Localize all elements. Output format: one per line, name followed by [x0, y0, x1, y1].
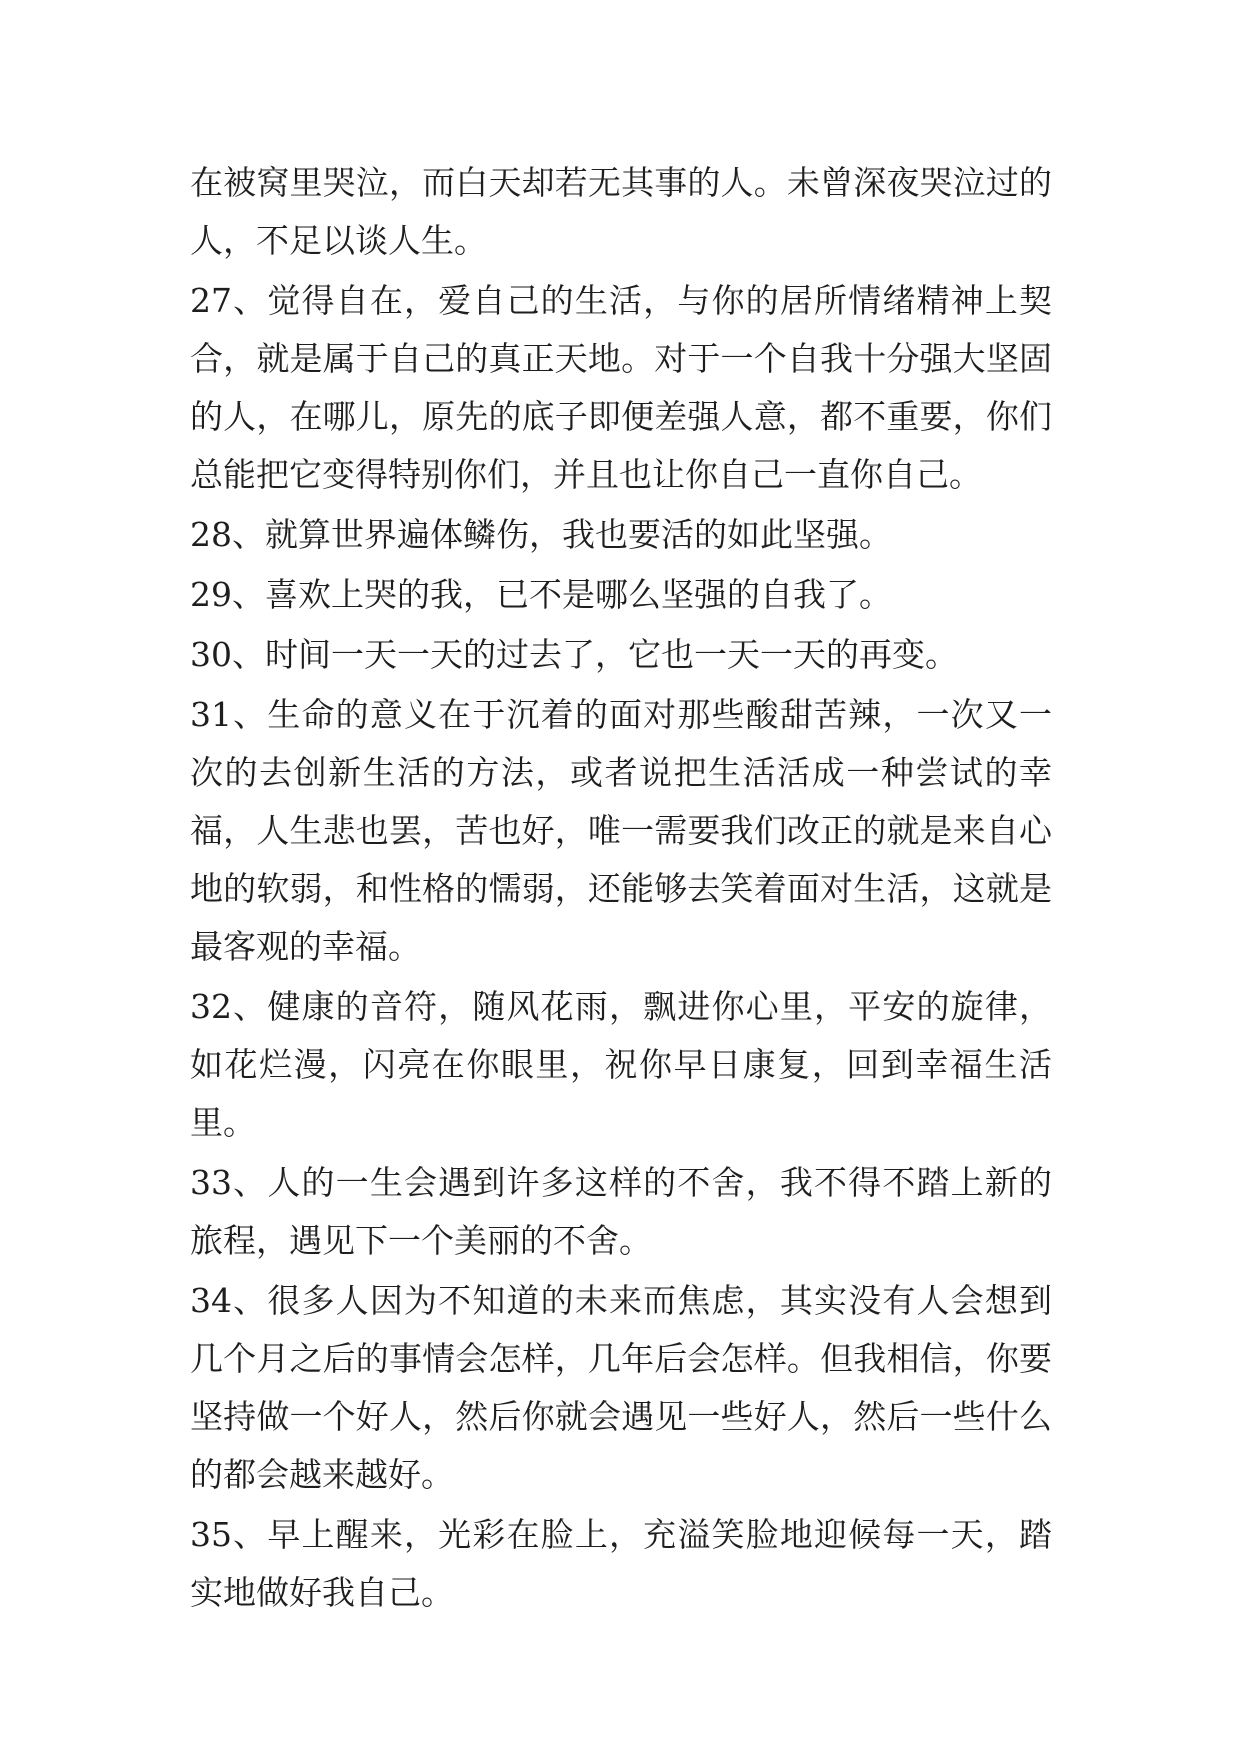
- quote-paragraph-28: 28、就算世界遍体鳞伤，我也要活的如此坚强。: [190, 515, 892, 554]
- quote-paragraph-26-continuation: 在被窝里哭泣，而白天却若无其事的人。未曾深夜哭泣过的人，不足以谈人生。: [190, 163, 1052, 260]
- quote-paragraph-34: 34、很多人因为不知道的未来而焦虑，其实没有人会想到几个月之后的事情会怎样，几年后会怎样。但我相信，你要坚持做一个好人，然后你就会遇见一些好人，然后一些什么的都会越来越好。: [190, 1281, 1052, 1494]
- quotes-text-block: [190, 154, 1052, 1624]
- quote-paragraph-33: 33、人的一生会遇到许多这样的不舍，我不得不踏上新的旅程，遇见下一个美丽的不舍。: [190, 1163, 1052, 1260]
- quote-paragraph-35: 35、早上醒来，光彩在脸上，充溢笑脸地迎候每一天，踏实地做好我自己。: [190, 1515, 1052, 1612]
- quote-paragraph-29: 29、喜欢上哭的我，已不是哪么坚强的自我了。: [190, 575, 892, 614]
- quote-paragraph-31: 31、生命的意义在于沉着的面对那些酸甜苦辣，一次又一次的去创新生活的方法，或者说把生活活成一种尝试的幸福，人生悲也罢，苦也好，唯一需要我们改正的就是来自心地的软弱，和性格的懦弱，还能够去笑着面对生活，这就是最客观的幸福。: [190, 695, 1052, 966]
- quote-paragraph-27: 27、觉得自在，爱自己的生活，与你的居所情绪精神上契合，就是属于自己的真正天地。对于一个自我十分强大坚固的人，在哪儿，原先的底子即便差强人意，都不重要，你们总能把它变得特别你们，并且也让你自己一直你自己。: [190, 281, 1052, 494]
- quote-paragraph-32: 32、健康的音符，随风花雨，飘进你心里，平安的旋律，如花烂漫，闪亮在你眼里，祝你早日康复，回到幸福生活里。: [190, 987, 1052, 1142]
- quote-paragraph-30: 30、时间一天一天的过去了，它也一天一天的再变。: [190, 635, 958, 674]
